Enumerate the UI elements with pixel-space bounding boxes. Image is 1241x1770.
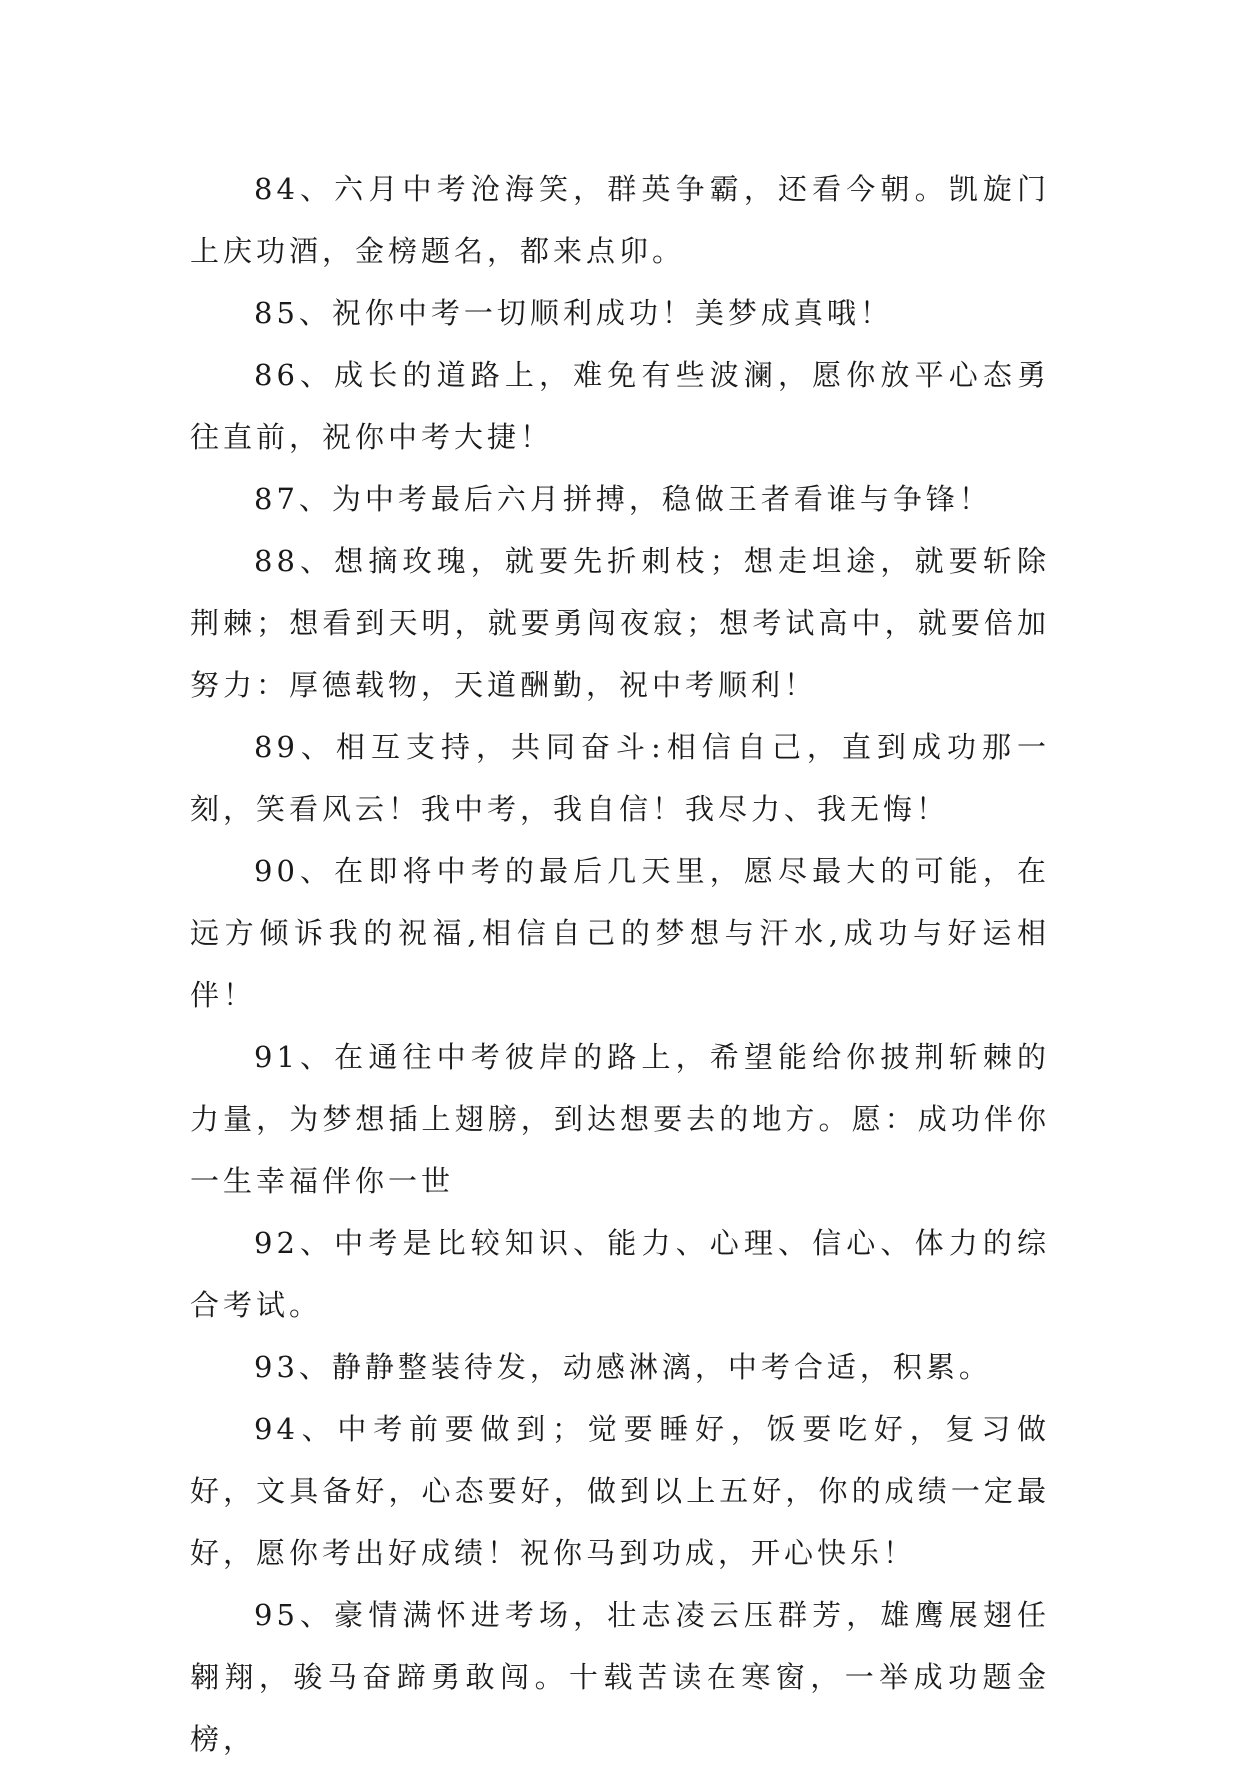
- paragraph-93: 93、静静整装待发，动感淋漓，中考合适，积累。: [254, 1350, 992, 1384]
- paragraph-84: 84、六月中考沧海笑，群英争霸，还看今朝。凯旋门上庆功酒，金榜题名，都来点卯。: [190, 172, 1050, 268]
- paragraph-91: 91、在通往中考彼岸的路上，希望能给你披荆斩棘的力量，为梦想插上翅膀，到达想要去的地方。愿：成功伴你一生幸福伴你一世: [190, 1040, 1050, 1198]
- paragraph-88: 88、想摘玫瑰，就要先折刺枝；想走坦途，就要斩除荆棘；想看到天明，就要勇闯夜寂；想考试高中，就要倍加努力：厚德载物，天道酬勤，祝中考顺利！: [190, 544, 1050, 702]
- paragraph-87: 87、为中考最后六月拼搏，稳做王者看谁与争锋！: [254, 482, 992, 516]
- paragraph-90: 90、在即将中考的最后几天里，愿尽最大的可能，在远方倾诉我的祝福,相信自己的梦想与汗水,成功与好运相伴！: [190, 854, 1050, 1012]
- paragraph-95: 95、豪情满怀进考场，壮志凌云压群芳，雄鹰展翅任翱翔，骏马奋蹄勇敢闯。十载苦读在寒窗，一举成功题金榜，: [190, 1598, 1050, 1756]
- paragraph-94: 94、中考前要做到；觉要睡好，饭要吃好，复习做好，文具备好，心态要好，做到以上五好，你的成绩一定最好，愿你考出好成绩！祝你马到功成，开心快乐！: [190, 1412, 1050, 1570]
- paragraph-89: 89、相互支持，共同奋斗:相信自己，直到成功那一刻，笑看风云！我中考，我自信！我尽力、我无悔！: [190, 730, 1050, 826]
- paragraph-92: 92、中考是比较知识、能力、心理、信心、体力的综合考试。: [190, 1226, 1050, 1322]
- paragraph-86: 86、成长的道路上，难免有些波澜，愿你放平心态勇往直前，祝你中考大捷！: [190, 358, 1050, 454]
- document-body: [190, 158, 1050, 1770]
- paragraph-85: 85、祝你中考一切顺利成功！美梦成真哦！: [254, 296, 893, 330]
